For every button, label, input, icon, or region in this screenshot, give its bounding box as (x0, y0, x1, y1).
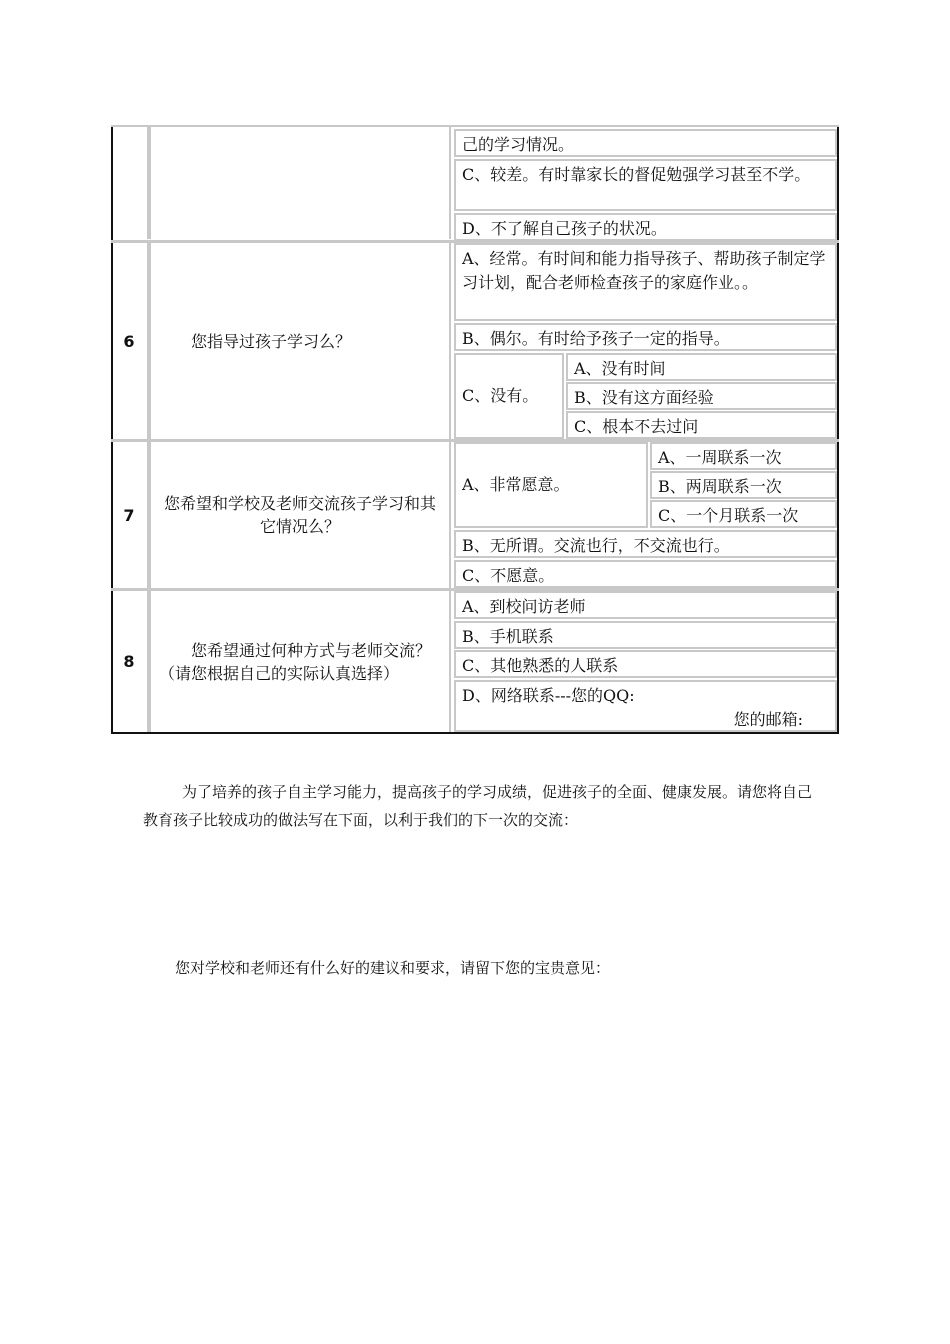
option-cell: B、手机联系 (454, 621, 837, 649)
contact-qq-label: D、网络联系---您的QQ: (462, 686, 635, 705)
question-text: 您希望通过何种方式与老师交流？（请您根据自己的实际认真选择） (149, 591, 451, 732)
question-number: 6 (111, 243, 149, 439)
question-number: 7 (111, 442, 149, 588)
option-cell: C、不愿意。 (454, 560, 837, 588)
option-cell: 己的学习情况。 (454, 129, 837, 157)
sub-option-cell: C、根本不去过问 (566, 411, 837, 439)
sub-option-cell: C、一个月联系一次 (650, 500, 837, 528)
question-number: 8 (111, 591, 149, 732)
survey-table (111, 125, 839, 734)
option-cell: C、其他熟悉的人联系 (454, 650, 837, 678)
table-row (111, 591, 839, 732)
option-cell: A、经常。有时间和能力指导孩子、帮助孩子制定学习计划，配合老师检查孩子的家庭作业。。 (454, 243, 837, 321)
contact-email-label: 您的邮箱: (733, 710, 803, 729)
option-cell: C、较差。有时靠家长的督促勉强学习甚至不学。 (454, 159, 837, 211)
sub-option-cell: A、没有时间 (566, 353, 837, 381)
question-text (149, 127, 451, 239)
sub-option-cell: B、没有这方面经验 (566, 382, 837, 410)
sub-option-cell: A、一周联系一次 (650, 442, 837, 470)
table-row (111, 243, 839, 439)
option-cell: A、到校问访老师 (454, 591, 837, 619)
question-text: 您希望和学校及老师交流孩子学习和其它情况么？ (149, 442, 451, 588)
paragraph-suggestions: 您对学校和老师还有什么好的建议和要求，请留下您的宝贵意见： (175, 959, 611, 977)
table-row (111, 127, 839, 239)
sub-option-cell: B、两周联系一次 (650, 471, 837, 499)
option-cell (454, 680, 837, 732)
option-cell: C、没有。 (454, 353, 564, 439)
option-cell: B、偶尔。有时给予孩子一定的指导。 (454, 323, 837, 351)
option-cell: D、不了解自己孩子的状况。 (454, 213, 837, 241)
question-number (111, 127, 149, 239)
paragraph-successful-methods: 为了培养的孩子自主学习能力，提高孩子的学习成绩，促进孩子的全面、健康发展。请您将自己教育孩子比较成功的做法写在下面，以利于我们的下一次的交流： (143, 783, 813, 829)
option-cell: A、非常愿意。 (454, 442, 648, 528)
option-cell: B、无所谓。交流也行，不交流也行。 (454, 530, 837, 558)
table-row (111, 442, 839, 588)
question-text: 您指导过孩子学习么？ (149, 243, 451, 439)
